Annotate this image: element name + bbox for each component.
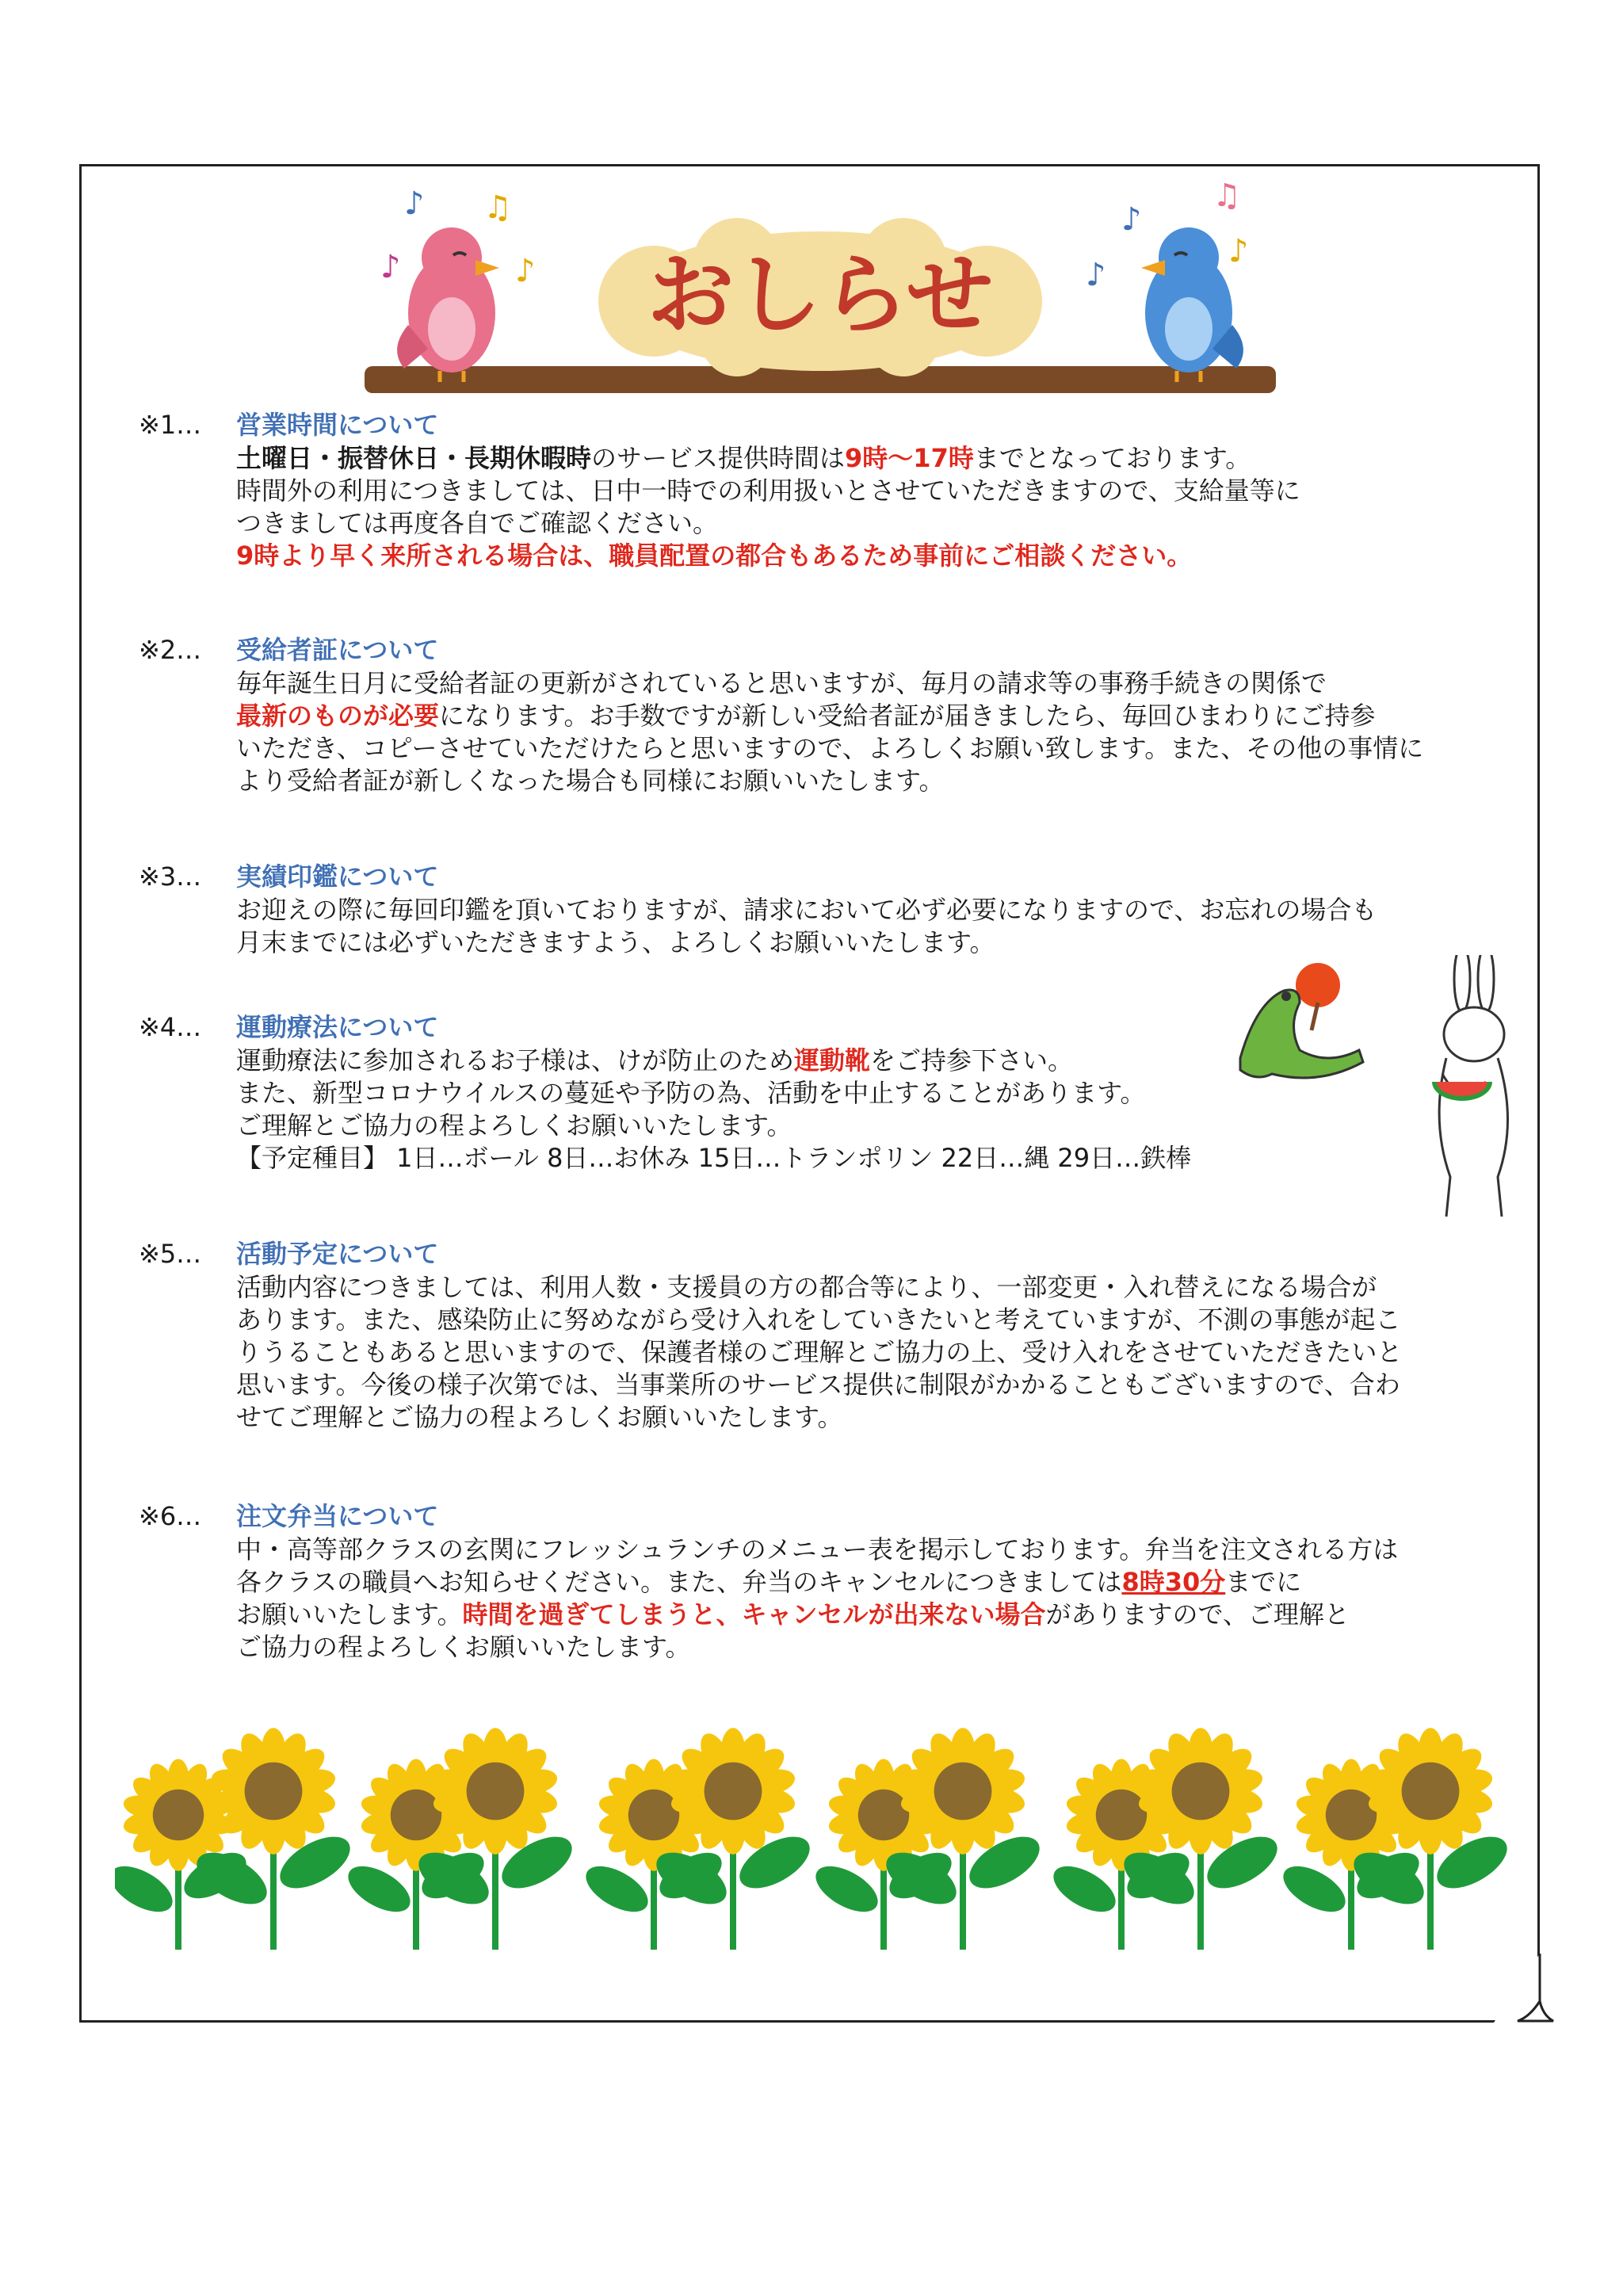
section-title: 運動療法について: [236, 1012, 439, 1042]
section-title: 実績印鑑について: [236, 861, 439, 892]
section-title: 注文弁当について: [236, 1501, 439, 1531]
page-title: おしらせ: [647, 244, 994, 346]
text-line: より受給者証が新しくなった場合も同様にお願いいたします。: [236, 766, 945, 796]
svg-text:♫: ♫: [1212, 182, 1241, 214]
hours-highlight: 9時～17時: [845, 443, 974, 473]
section-number: ※3…: [139, 861, 202, 892]
section-title: 営業時間について: [236, 410, 439, 440]
svg-text:♪: ♪: [380, 249, 401, 285]
page-curl-icon: [1494, 1954, 1557, 2025]
svg-text:♪: ♪: [1086, 257, 1106, 293]
svg-text:♪: ♪: [1228, 233, 1249, 269]
text-fragment: 各クラスの職員へお知らせください。また、弁当のキャンセルにつきましては: [236, 1567, 1122, 1597]
svg-text:♪: ♪: [515, 253, 536, 289]
text-line: つきましては再度各自でご確認ください。: [236, 508, 719, 538]
section-title: 受給者証について: [236, 635, 439, 665]
schedule-line: 【予定種目】 1日…ボール 8日…お休み 15日…トランポリン 22日…縄 29日…鉄棒: [236, 1143, 1192, 1173]
text-line: 時間外の利用につきましては、日中一時での利用扱いとさせていただきますので、支給量等に: [236, 476, 1300, 506]
bold-days: 土曜日・振替休日・長期休暇時: [236, 443, 592, 473]
section-number: ※1…: [139, 410, 202, 440]
text-fragment: までに: [1225, 1567, 1302, 1597]
text-line: 毎年誕生日月に受給者証の更新がされていると思いますが、毎月の請求等の事務手続きの関係で: [236, 668, 1327, 698]
sunflower-row: [115, 1720, 1510, 1958]
text-line: お迎えの際に毎回印鑑を頂いておりますが、請求において必ず必要になりますので、お忘れの場合も: [236, 895, 1377, 925]
text-line: [236, 1566, 1536, 1599]
section-number: ※6…: [139, 1501, 202, 1531]
text-fragment: お願いいたします。: [236, 1599, 463, 1629]
svg-text:♪: ♪: [1121, 201, 1142, 238]
text-line: ご協力の程よろしくお願いいたします。: [236, 1632, 691, 1662]
text-line: 思います。今後の様子次第では、当事業所のサービス提供に制限がかかることもございますので、合わ: [236, 1370, 1400, 1400]
text-line: りうることもあると思いますので、保護者様のご理解とご協力の上、受け入れをさせていただきたいと: [236, 1337, 1403, 1367]
text-line: また、新型コロナウイルスの蔓延や予防の為、活動を中止することがあります。: [236, 1078, 1146, 1108]
text-fragment: になります。お手数ですが新しい受給者証が届きましたら、毎回ひまわりにご持参: [439, 701, 1376, 731]
text-line: いただき、コピーさせていただけたらと思いますので、よろしくお願い致します。また、その他の事情に: [236, 733, 1424, 763]
frog-with-fan-icon: [1240, 963, 1363, 1078]
cancel-warning-highlight: 時間を過ぎてしまうと、キャンセルが出来ない場合: [462, 1599, 1046, 1629]
text-fragment: をご持参下さい。: [870, 1045, 1074, 1075]
section-title: 活動予定について: [236, 1239, 439, 1269]
text-line: [236, 442, 1536, 475]
section-number: ※5…: [139, 1239, 202, 1269]
deadline-highlight: 8時30分: [1121, 1567, 1226, 1597]
required-highlight: 最新のものが必要: [236, 701, 440, 731]
text-fragment: 運動療法に参加されるお子様は、けが防止のため: [236, 1045, 795, 1075]
pink-bird-icon: [397, 227, 499, 382]
text-line: あります。また、感染防止に努めながら受け入れをしていきたいと考えていますが、不測の事態が起こ: [236, 1305, 1401, 1335]
header-illustration: [365, 182, 1276, 412]
text-line: ご理解とご協力の程よろしくお願いいたします。: [236, 1110, 792, 1140]
text-line: [236, 700, 1536, 732]
rabbit-with-watermelon-icon: [1432, 955, 1508, 1217]
text-fragment: がありますので、ご理解と: [1045, 1599, 1350, 1629]
section-number: ※2…: [139, 635, 202, 665]
text-line: [236, 1599, 1536, 1631]
text-fragment: のサービス提供時間は: [591, 443, 846, 473]
text-fragment: までとなっております。: [973, 443, 1251, 473]
svg-text:♫: ♫: [483, 189, 512, 226]
section-number: ※4…: [139, 1012, 202, 1042]
text-line: せてご理解とご協力の程よろしくお願いいたします。: [236, 1402, 843, 1432]
warning-line: 9時より早く来所される場合は、職員配置の都合もあるため事前にご相談ください。: [236, 541, 1193, 571]
text-line: 月末までには必ずいただきますよう、よろしくお願いいたします。: [236, 927, 995, 957]
text-line: 活動内容につきましては、利用人数・支援員の方の都合等により、一部変更・入れ替えになる場合が: [236, 1272, 1377, 1302]
frog-rabbit-illustration: [1224, 955, 1526, 1240]
shoes-highlight: 運動靴: [794, 1045, 871, 1075]
text-line: 中・高等部クラスの玄関にフレッシュランチのメニュー表を掲示しております。弁当を注文される方は: [236, 1534, 1399, 1564]
svg-text:♪: ♪: [404, 185, 425, 222]
